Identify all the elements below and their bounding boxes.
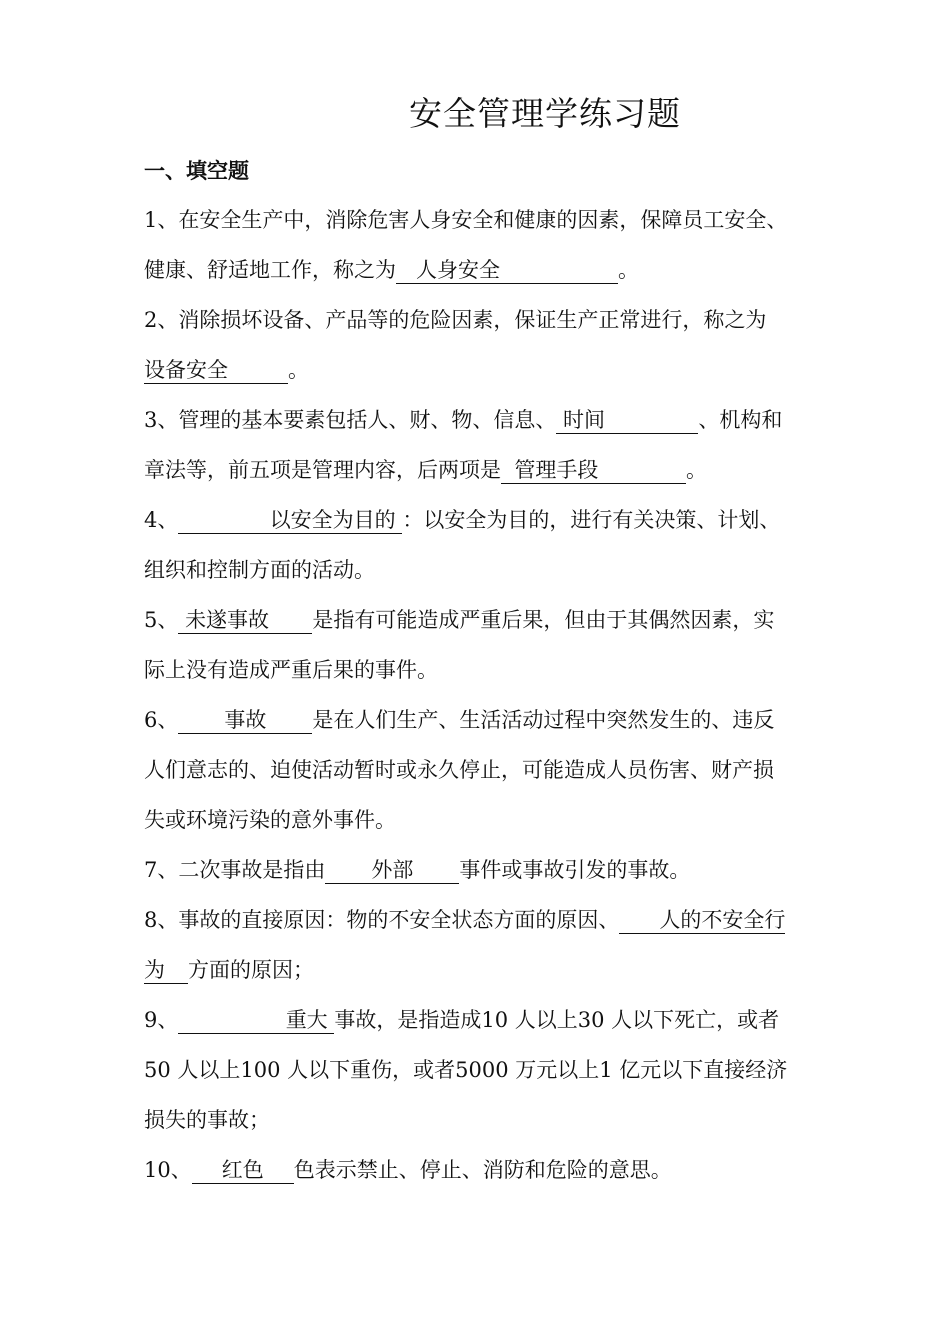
question-9-line-3: 损失的事故； — [144, 1108, 270, 1132]
question-8-line-1: 8、事故的直接原因：物的不安全状态方面的原因、 人的不安全行 — [144, 908, 786, 932]
answer-blank: 设备安全 — [144, 357, 288, 384]
section-heading: 一、填空题 — [144, 159, 249, 183]
question-3-line-1: 3、管理的基本要素包括人、财、物、信息、 时间 、机构和 — [144, 408, 783, 432]
answer-blank: 红色 — [192, 1157, 294, 1184]
page-title: 安全管理学练习题 — [409, 94, 681, 133]
answer-blank: 未遂事故 — [178, 607, 312, 634]
answer-blank: 事故 — [178, 707, 312, 734]
question-5-line-2: 际上没有造成严重后果的事件。 — [144, 658, 438, 682]
answer-blank: 外部 — [325, 857, 459, 884]
answer-blank: 时间 — [556, 407, 698, 434]
answer-blank: 重大 — [178, 1007, 334, 1034]
answer-blank: 以安全为目的 — [178, 507, 402, 534]
question-9-line-2: 50 人以上100 人以下重伤，或者5000 万元以上1 亿元以下直接经济 — [144, 1058, 788, 1082]
question-7-line-1: 7、二次事故是指由 外部 事件或事故引发的事故。 — [144, 858, 691, 882]
answer-blank: 为 — [144, 957, 188, 984]
question-5-line-1: 5、 未遂事故 是指有可能造成严重后果，但由于其偶然因素，实 — [144, 608, 775, 632]
question-8-line-2: 为 方面的原因； — [144, 958, 314, 982]
question-4-line-1: 4、 以安全为目的 ：以安全为目的，进行有关决策、计划、 — [144, 508, 781, 532]
question-2-line-1: 2、消除损坏设备、产品等的危险因素，保证生产正常进行，称之为 — [144, 308, 767, 332]
answer-blank: 人身安全 — [396, 257, 618, 284]
question-6-line-3: 失或环境污染的意外事件。 — [144, 808, 396, 832]
question-2-line-2: 设备安全 。 — [144, 358, 309, 382]
question-6-line-2: 人们意志的、迫使活动暂时或永久停止，可能造成人员伤害、财产损 — [144, 758, 774, 782]
question-4-line-2: 组织和控制方面的活动。 — [144, 558, 375, 582]
question-6-line-1: 6、 事故 是在人们生产、生活活动过程中突然发生的、违反 — [144, 708, 775, 732]
answer-blank: 管理手段 — [501, 457, 686, 484]
question-1-line-2: 健康、舒适地工作，称之为 人身安全 。 — [144, 258, 639, 282]
question-9-line-1: 9、 重大 事故，是指造成10 人以上30 人以下死亡，或者 — [144, 1008, 780, 1032]
question-1-line-1: 1、在安全生产中，消除危害人身安全和健康的因素，保障员工安全、 — [144, 208, 788, 232]
answer-blank: 人的不安全行 — [619, 907, 785, 934]
question-10-line-1: 10、 红色 色表示禁止、停止、消防和危险的意思。 — [144, 1158, 672, 1182]
question-3-line-2: 章法等，前五项是管理内容，后两项是 管理手段 。 — [144, 458, 707, 482]
